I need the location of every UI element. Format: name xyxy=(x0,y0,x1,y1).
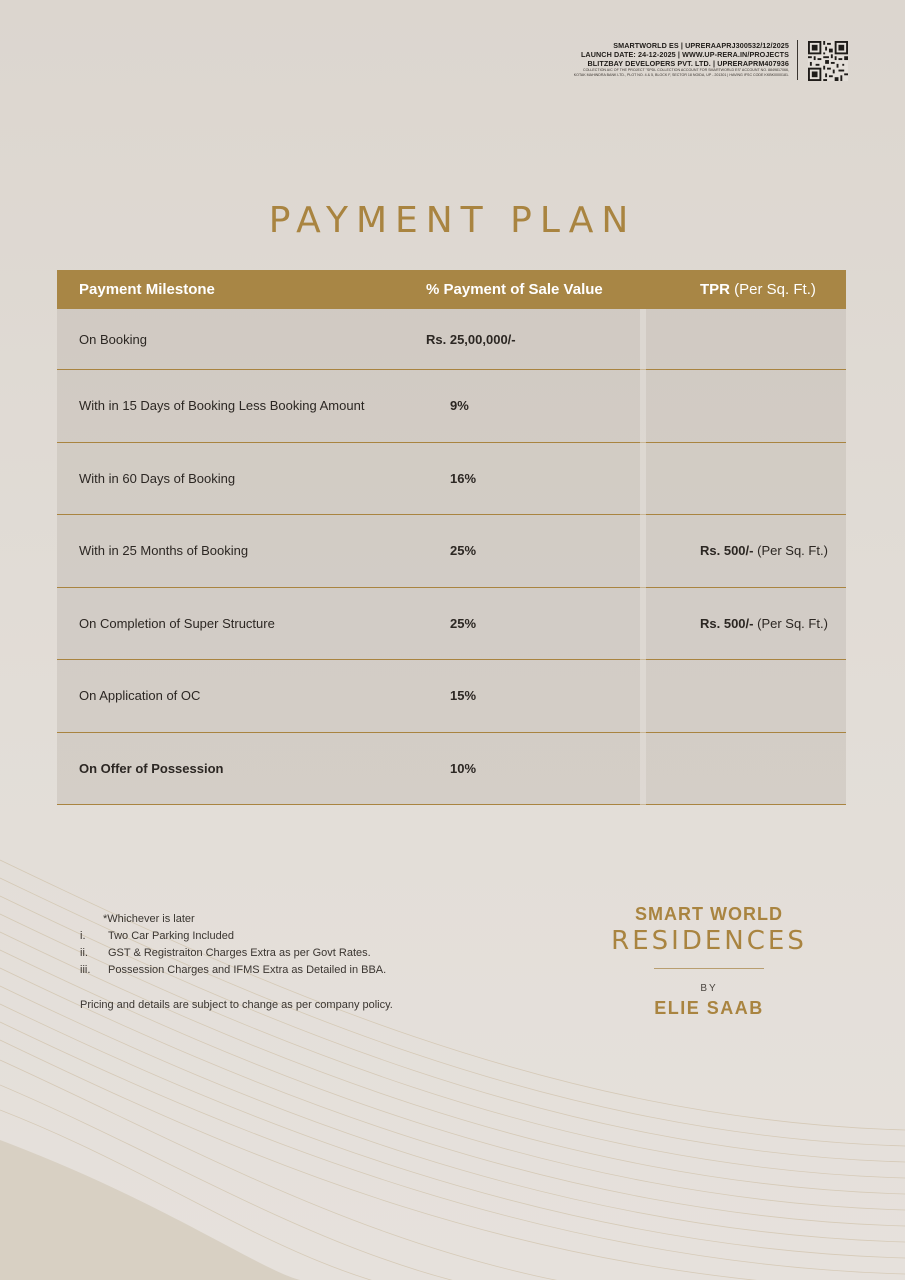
brand-designer: ELIE SAAB xyxy=(654,998,764,1018)
note-number: i. xyxy=(80,930,86,942)
note-text: GST & Registraiton Charges Extra as per Govt Rates. xyxy=(108,947,371,959)
rera-line-2: LAUNCH DATE: 24-12-2025 | WWW.UP-RERA.IN/PROJECTS xyxy=(580,50,789,59)
milestone-cell: On Offer of Possession xyxy=(79,760,224,776)
milestone-cell: On Booking xyxy=(79,331,147,347)
header-tpr xyxy=(700,281,816,298)
note-item xyxy=(80,962,393,979)
tpr-cell xyxy=(700,616,828,631)
milestone-cell: On Application of OC xyxy=(79,688,201,704)
rera-line-3: BLITZBAY DEVELOPERS PVT. LTD. | UPRERAPRM407936 xyxy=(587,59,789,68)
milestone-cell: With in 60 Days of Booking xyxy=(79,470,236,486)
table-row xyxy=(57,309,846,370)
column-divider xyxy=(640,309,646,805)
brand-divider xyxy=(654,968,764,969)
tpr-value: Rs. 500/- xyxy=(700,615,754,631)
rera-info xyxy=(574,41,789,78)
milestone-cell: With in 15 Days of Booking Less Booking Amount xyxy=(79,398,365,414)
header-payment-milestone: Payment Milestone xyxy=(79,281,215,298)
payment-cell: 10% xyxy=(450,760,477,776)
note-text: Two Car Parking Included xyxy=(108,930,234,942)
brand-smartworld: SMART WORLD xyxy=(635,904,783,924)
brand-logo xyxy=(600,904,818,1019)
footnotes xyxy=(80,910,393,1011)
header-tpr-unit: (Per Sq. Ft.) xyxy=(734,281,816,298)
policy-note: Pricing and details are subject to change as per company policy. xyxy=(80,999,393,1011)
tpr-unit: (Per Sq. Ft.) xyxy=(757,615,828,631)
payment-cell: 25% xyxy=(450,615,477,631)
note-item xyxy=(80,945,393,962)
whichever-note: *Whichever is later xyxy=(103,913,195,925)
table-row xyxy=(57,588,846,661)
qr-code-icon xyxy=(808,41,848,81)
rera-collection-line-2: KOTAK MAHINDRA BANK LTD., PLOT NO. 4 & 5, BLOCK F, SECTOR 18 NOIDA, UP - 201301 | HAVING IFSC CODE KKBK0000181. xyxy=(573,73,789,77)
header-tpr-label: TPR xyxy=(700,281,730,298)
table-row xyxy=(57,443,846,516)
table-row xyxy=(57,660,846,733)
brand-residences: RESIDENCES xyxy=(611,926,807,956)
payment-plan-table xyxy=(57,270,846,805)
page-title: PAYMENT PLAN xyxy=(268,200,637,242)
header-payment-sale-value: % Payment of Sale Value xyxy=(426,281,603,298)
note-text: Possession Charges and IFMS Extra as Detailed in BBA. xyxy=(108,964,387,976)
milestone-cell: With in 25 Months of Booking xyxy=(79,543,249,559)
table-header xyxy=(57,270,846,309)
note-number: ii. xyxy=(80,947,88,959)
table-row xyxy=(57,370,846,443)
brand-by: BY xyxy=(700,983,718,994)
rera-line-1: SMARTWORLD ES | UPRERAAPRJ300532/12/2025 xyxy=(613,41,789,50)
note-number: iii. xyxy=(80,964,91,976)
tpr-cell xyxy=(700,543,828,558)
tpr-unit: (Per Sq. Ft.) xyxy=(757,543,828,559)
rera-collection-line-1: COLLECTION A/C OF THE PROJECT "SPDL COLLECTION ACCOUNT FOR SMARTWORLD ES" ACCOUNT NO. 8849817066, xyxy=(583,68,789,72)
tpr-value: Rs. 500/- xyxy=(700,543,754,559)
payment-cell: 16% xyxy=(450,470,477,486)
table-row xyxy=(57,515,846,588)
rera-divider xyxy=(797,40,798,80)
note-item xyxy=(80,928,393,945)
table-body xyxy=(57,309,846,805)
table-row xyxy=(57,733,846,806)
payment-cell: 9% xyxy=(450,398,469,414)
payment-cell: 25% xyxy=(450,543,477,559)
milestone-cell: On Completion of Super Structure xyxy=(79,615,275,631)
payment-cell: Rs. 25,00,000/- xyxy=(426,331,516,347)
payment-cell: 15% xyxy=(450,688,477,704)
